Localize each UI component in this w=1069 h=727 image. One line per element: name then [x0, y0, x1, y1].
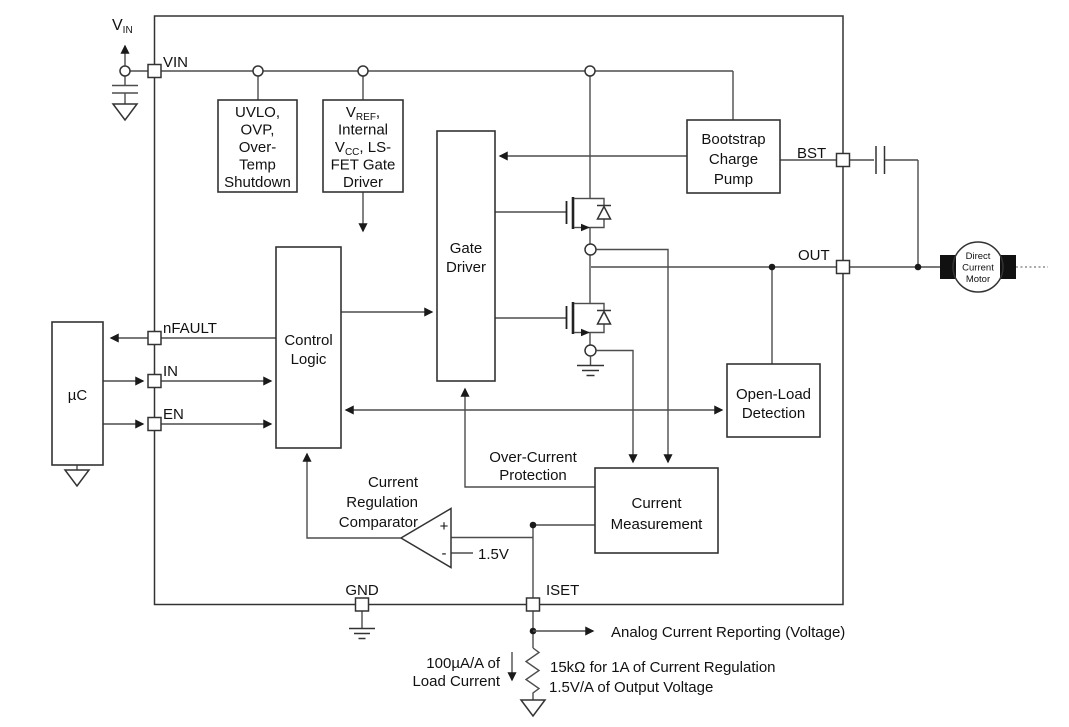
ref-voltage-label: 1.5V [478, 546, 509, 563]
pin-vin [148, 65, 161, 78]
text-line: Current [631, 495, 682, 512]
pin-label-gnd: GND [345, 582, 379, 599]
iset-note-2: 1.5V/A of Output Voltage [549, 679, 714, 696]
pin-label-iset: ISET [546, 582, 580, 599]
lssource-to-currentmeas [597, 351, 634, 463]
text-line: Driver [343, 174, 383, 191]
text-line: Current [962, 262, 994, 274]
vin-supply-label [112, 17, 133, 36]
junction-dot [915, 264, 922, 271]
pin-out [837, 261, 850, 274]
text-line: Driver [446, 259, 486, 276]
pin-nfault [148, 332, 161, 345]
text-line: Detection [741, 405, 806, 422]
text-line: Open-Load [735, 386, 812, 403]
pin-label-bst: BST [797, 145, 827, 162]
text-line: IN [122, 25, 133, 36]
microcontroller-label: µC [67, 387, 88, 404]
source-arrow [581, 329, 590, 336]
text-line: Pump [713, 171, 754, 188]
pin-en [148, 418, 161, 431]
node-circle [253, 66, 263, 76]
dc-motor-symbol [940, 242, 1048, 292]
text-line: Internal [337, 121, 389, 139]
text-line: Over-Current [489, 449, 577, 466]
text-line: $V_{REF}$, [345, 104, 381, 123]
source-arrow [581, 224, 590, 231]
text-line: Gate [449, 240, 483, 257]
text-line: Comparator [338, 514, 418, 531]
pin-label-out: OUT [798, 247, 830, 264]
text-line: Current [367, 474, 418, 491]
text-line: FET Gate [330, 156, 396, 174]
text-line: Motor [965, 274, 991, 285]
text-line: Direct [965, 251, 991, 262]
ground-triangle-icon [521, 700, 545, 716]
low-side-mosfet [567, 302, 612, 345]
switch-node-circle [585, 244, 596, 255]
segment [590, 219, 604, 228]
pin-label-en: EN [163, 406, 184, 423]
ocp-label [489, 449, 577, 484]
segment [590, 324, 604, 333]
ground-triangle-icon [65, 470, 89, 486]
comparator-label [339, 474, 419, 531]
text-line: $V_{CC}$, LS- [334, 139, 392, 158]
comparator-plus-sign: + [439, 518, 449, 535]
body-diode-icon [598, 312, 611, 325]
vin-supply-symbol [112, 46, 148, 120]
text-line: Bootstrap [701, 131, 766, 148]
pin-in [148, 375, 161, 388]
text-line: Measurement [610, 516, 703, 533]
micro-ground [65, 465, 89, 486]
node-circle [120, 66, 130, 76]
switchnode-to-currentmeas [597, 250, 669, 463]
text-line: Logic [290, 351, 327, 368]
high-side-mosfet [567, 197, 612, 231]
text-line: Protection [499, 467, 567, 484]
gnd-pin-ground [349, 611, 375, 639]
text-line: 100µA/A of [426, 655, 500, 672]
pin-label-vin: VIN [163, 54, 189, 71]
junction-dot [530, 522, 537, 529]
node-circle [585, 66, 595, 76]
text-line: Regulation [346, 494, 418, 511]
text-line: OVP, [240, 121, 275, 139]
iset-note-1: 15kΩ for 1A of Current Regulation [550, 659, 776, 676]
body-diode-icon [598, 207, 611, 220]
comparator-minus-sign: - [441, 545, 447, 562]
micro-signals [103, 338, 276, 424]
text-line: Shutdown [224, 174, 291, 191]
junction-dot [769, 264, 776, 271]
iset-resistor [526, 648, 539, 700]
pin-gnd [356, 598, 369, 611]
text-line: Charge [708, 151, 759, 168]
analog-reporting-label: Analog Current Reporting (Voltage) [611, 624, 846, 641]
ls-source-ground [577, 356, 604, 376]
ground-triangle-icon [113, 104, 137, 120]
node-circle [358, 66, 368, 76]
text-line: Temp [239, 156, 276, 174]
text-line: Control [284, 332, 333, 349]
pin-label-nfault: nFAULT [163, 320, 217, 337]
text-line: V [112, 17, 123, 34]
pin-bst [837, 154, 850, 167]
ls-source-node-circle [585, 345, 596, 356]
motor-label [962, 251, 994, 285]
load-current-label [412, 655, 500, 690]
text-line: Load Current [412, 673, 500, 690]
text-line: UVLO, [234, 104, 281, 121]
text-line: Over- [238, 139, 277, 156]
pin-label-in: IN [163, 363, 178, 380]
pin-iset [527, 598, 540, 611]
